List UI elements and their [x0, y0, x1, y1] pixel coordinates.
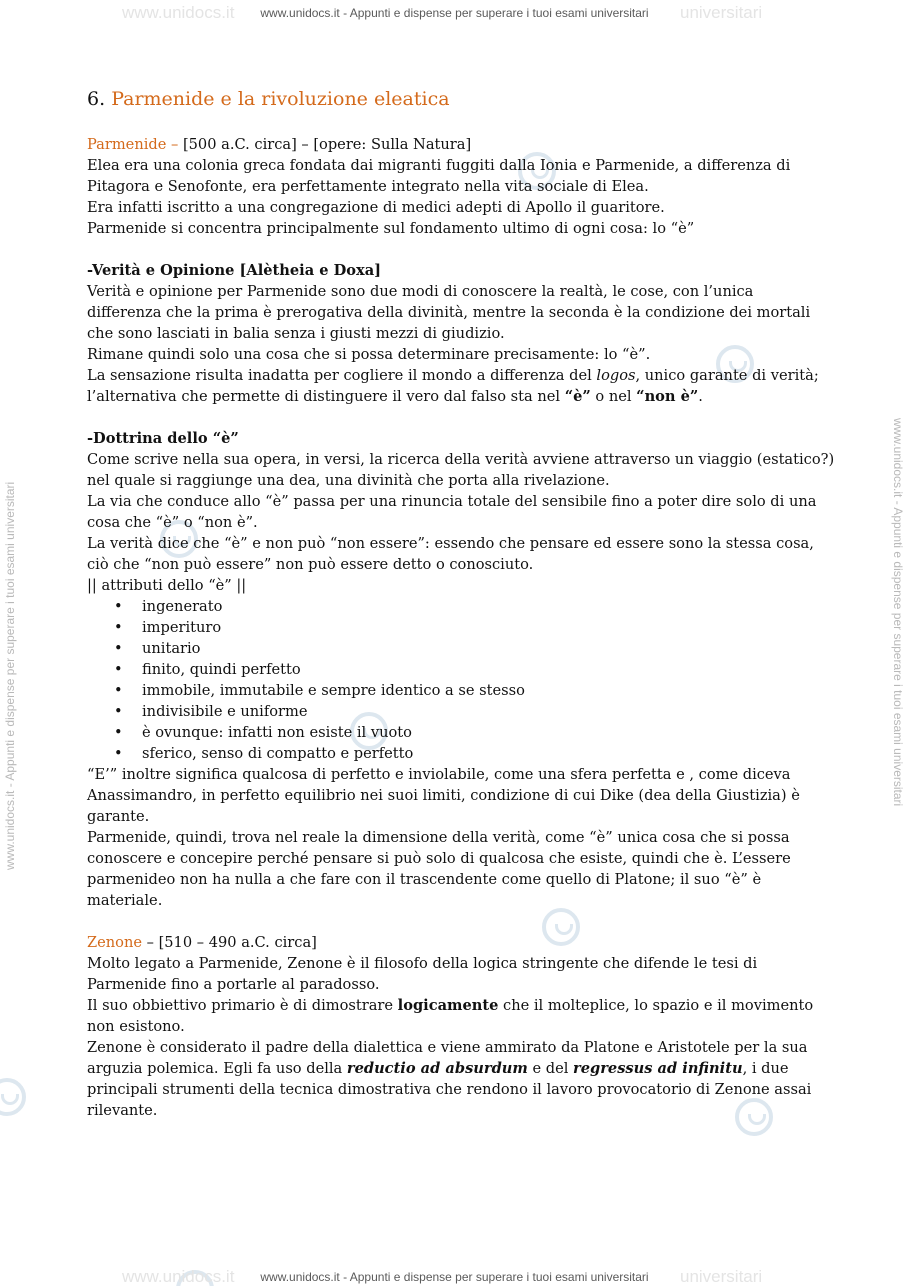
- watermark-header: [0, 2, 909, 24]
- emphasis-regressus: regressus ad infinitu: [573, 1060, 743, 1077]
- chapter-number: 6.: [87, 88, 106, 110]
- section-heading-verita: -Verità e Opinione [Alètheia e Doxa]: [87, 262, 382, 279]
- watermark-ghost-left: www.unidocs.it: [122, 1267, 235, 1286]
- list-item: • ingenerato: [142, 596, 847, 617]
- watermark-right-side: www.unidocs.it - Appunti e dispense per superare i tuoi esami universitari: [891, 418, 905, 807]
- paragraph-line: [87, 365, 847, 386]
- paragraph-line: principali strumenti della tecnica dimostrativa che rendono il lavoro provocatorio di Zenone assai: [87, 1081, 812, 1098]
- name-dash: –: [142, 934, 159, 951]
- text-run: e del: [527, 1060, 574, 1077]
- paragraph-line: Come scrive nella sua opera, in versi, la ricerca della verità avviene attraverso un viaggio (estatico?): [87, 451, 835, 468]
- emphasis-logos: logos: [596, 367, 636, 384]
- text-run: o nel: [590, 388, 637, 405]
- emphasis-reductio: reductio ad absurdum: [346, 1060, 528, 1077]
- name-dash: –: [166, 136, 183, 153]
- spacer: [87, 239, 847, 260]
- list-item: • unitario: [142, 638, 847, 659]
- text-run: l’alternativa che permette di distinguere il vero dal falso sta nel: [87, 388, 565, 405]
- chapter-title: [87, 86, 847, 112]
- paragraph-line: ciò che “non può essere” non può essere detto o conosciuto.: [87, 556, 534, 573]
- paragraph-line: “E’” inoltre significa qualcosa di perfetto e inviolabile, come una sfera perfetta e , come diceva: [87, 766, 791, 783]
- paragraph-line: differenza che la prima è prerogativa della divinità, mentre la seconda è la condizione dei mortali: [87, 304, 811, 321]
- text-run: che il molteplice, lo spazio e il movimento: [498, 997, 814, 1014]
- philosopher-meta: [510 – 490 a.C. circa]: [158, 934, 317, 951]
- attributes-list: [87, 596, 847, 764]
- paragraph-line: non esistono.: [87, 1018, 185, 1035]
- bold-e: “è”: [564, 388, 591, 405]
- attributes-label: || attributi dello “è” ||: [87, 577, 247, 594]
- list-item: • imperituro: [142, 617, 847, 638]
- watermark-header-text: www.unidocs.it - Appunti e dispense per superare i tuoi esami universitari: [260, 6, 649, 20]
- paragraph-line: [87, 386, 847, 407]
- watermark-left-side: www.unidocs.it - Appunti e dispense per superare i tuoi esami universitari: [3, 481, 17, 870]
- paragraph-line: La via che conduce allo “è” passa per una rinuncia totale del sensibile fino a poter dire solo di una: [87, 493, 817, 510]
- paragraph-line: Parmenide fino a portarle al paradosso.: [87, 976, 380, 993]
- list-item: • è ovunque: infatti non esiste il vuoto: [142, 722, 847, 743]
- paragraph-line: Zenone è considerato il padre della dialettica e viene ammirato da Platone e Aristotele per la sua: [87, 1039, 808, 1056]
- paragraph-line: rilevante.: [87, 1102, 158, 1119]
- paragraph-line: Rimane quindi solo una cosa che si possa determinare precisamente: lo “è”.: [87, 346, 651, 363]
- paragraph-line: cosa che “è” o “non è”.: [87, 514, 258, 531]
- paragraph-line: conoscere e concepire perché pensare si può solo di qualcosa che esiste, quindi che è. L’essere: [87, 850, 791, 867]
- paragraph-line: Anassimandro, in perfetto equilibrio nei suoi limiti, condizione di cui Dike (dea della Giustizia) è: [87, 787, 800, 804]
- paragraph-line: Parmenide si concentra principalmente sul fondamento ultimo di ogni cosa: lo “è”: [87, 220, 695, 237]
- text-run: , unico garante di verità;: [635, 367, 819, 384]
- text-run: Il suo obbiettivo primario è di dimostrare: [87, 997, 398, 1014]
- philosopher-name: Zenone: [87, 934, 142, 951]
- section-heading-dottrina: -Dottrina dello “è”: [87, 430, 239, 447]
- parmenide-header: [87, 134, 847, 155]
- philosopher-name: Parmenide: [87, 136, 167, 153]
- paragraph-line: parmenideo non ha nulla a che fare con il trascendente come quello di Platone; il suo “è” è: [87, 871, 762, 888]
- paragraph-line: Verità e opinione per Parmenide sono due modi di conoscere la realtà, le cose, con l’unica: [87, 283, 754, 300]
- bold-non-e: “non è”: [636, 388, 699, 405]
- list-item: • sferico, senso di compatto e perfetto: [142, 743, 847, 764]
- list-item: • immobile, immutabile e sempre identico a se stesso: [142, 680, 847, 701]
- watermark-ghost-right: universitari: [680, 3, 763, 22]
- paragraph-line: La verità dice che “è” e non può “non essere”: essendo che pensare ed essere sono la stessa cosa,: [87, 535, 814, 552]
- bold-logicamente: logicamente: [397, 997, 499, 1014]
- paragraph-line: Molto legato a Parmenide, Zenone è il filosofo della logica stringente che difende le tesi di: [87, 955, 758, 972]
- paragraph-line: garante.: [87, 808, 150, 825]
- unidocs-logo-icon: [0, 1078, 26, 1116]
- chapter-title-text: Parmenide e la rivoluzione eleatica: [111, 88, 450, 110]
- paragraph-line: Era infatti iscritto a una congregazione di medici adepti di Apollo il guaritore.: [87, 199, 665, 216]
- text-run: , i due: [742, 1060, 789, 1077]
- watermark-ghost-right: universitari: [680, 1267, 763, 1286]
- watermark-ghost-left: www.unidocs.it: [122, 3, 235, 22]
- spacer: [87, 407, 847, 428]
- paragraph-line: [87, 1058, 847, 1079]
- list-item: • indivisibile e uniforme: [142, 701, 847, 722]
- watermark-footer-text: www.unidocs.it - Appunti e dispense per superare i tuoi esami universitari: [260, 1270, 649, 1284]
- spacer: [87, 911, 847, 932]
- document-body: [87, 86, 847, 1121]
- text-run: La sensazione risulta inadatta per cogliere il mondo a differenza del: [87, 367, 597, 384]
- list-item: • finito, quindi perfetto: [142, 659, 847, 680]
- paragraph-line: [87, 995, 847, 1016]
- paragraph-line: Parmenide, quindi, trova nel reale la dimensione della verità, come “è” unica cosa che si possa: [87, 829, 790, 846]
- paragraph-line: che sono lasciati in balia senza i giusti mezzi di giudizio.: [87, 325, 505, 342]
- philosopher-meta: [500 a.C. circa] – [opere: Sulla Natura]: [182, 136, 472, 153]
- paragraph-line: Elea era una colonia greca fondata dai migranti fuggiti dalla Ionia e Parmenide, a differenza di: [87, 157, 791, 174]
- paragraph-line: nel quale si raggiunge una dea, una divinità che porta alla rivelazione.: [87, 472, 610, 489]
- paragraph-line: materiale.: [87, 892, 163, 909]
- paragraph-line: Pitagora e Senofonte, era perfettamente integrato nella vita sociale di Elea.: [87, 178, 649, 195]
- zenone-header: [87, 932, 847, 953]
- watermark-footer: [0, 1266, 909, 1286]
- text-run: arguzia polemica. Egli fa uso della: [87, 1060, 347, 1077]
- text-run: .: [698, 388, 703, 405]
